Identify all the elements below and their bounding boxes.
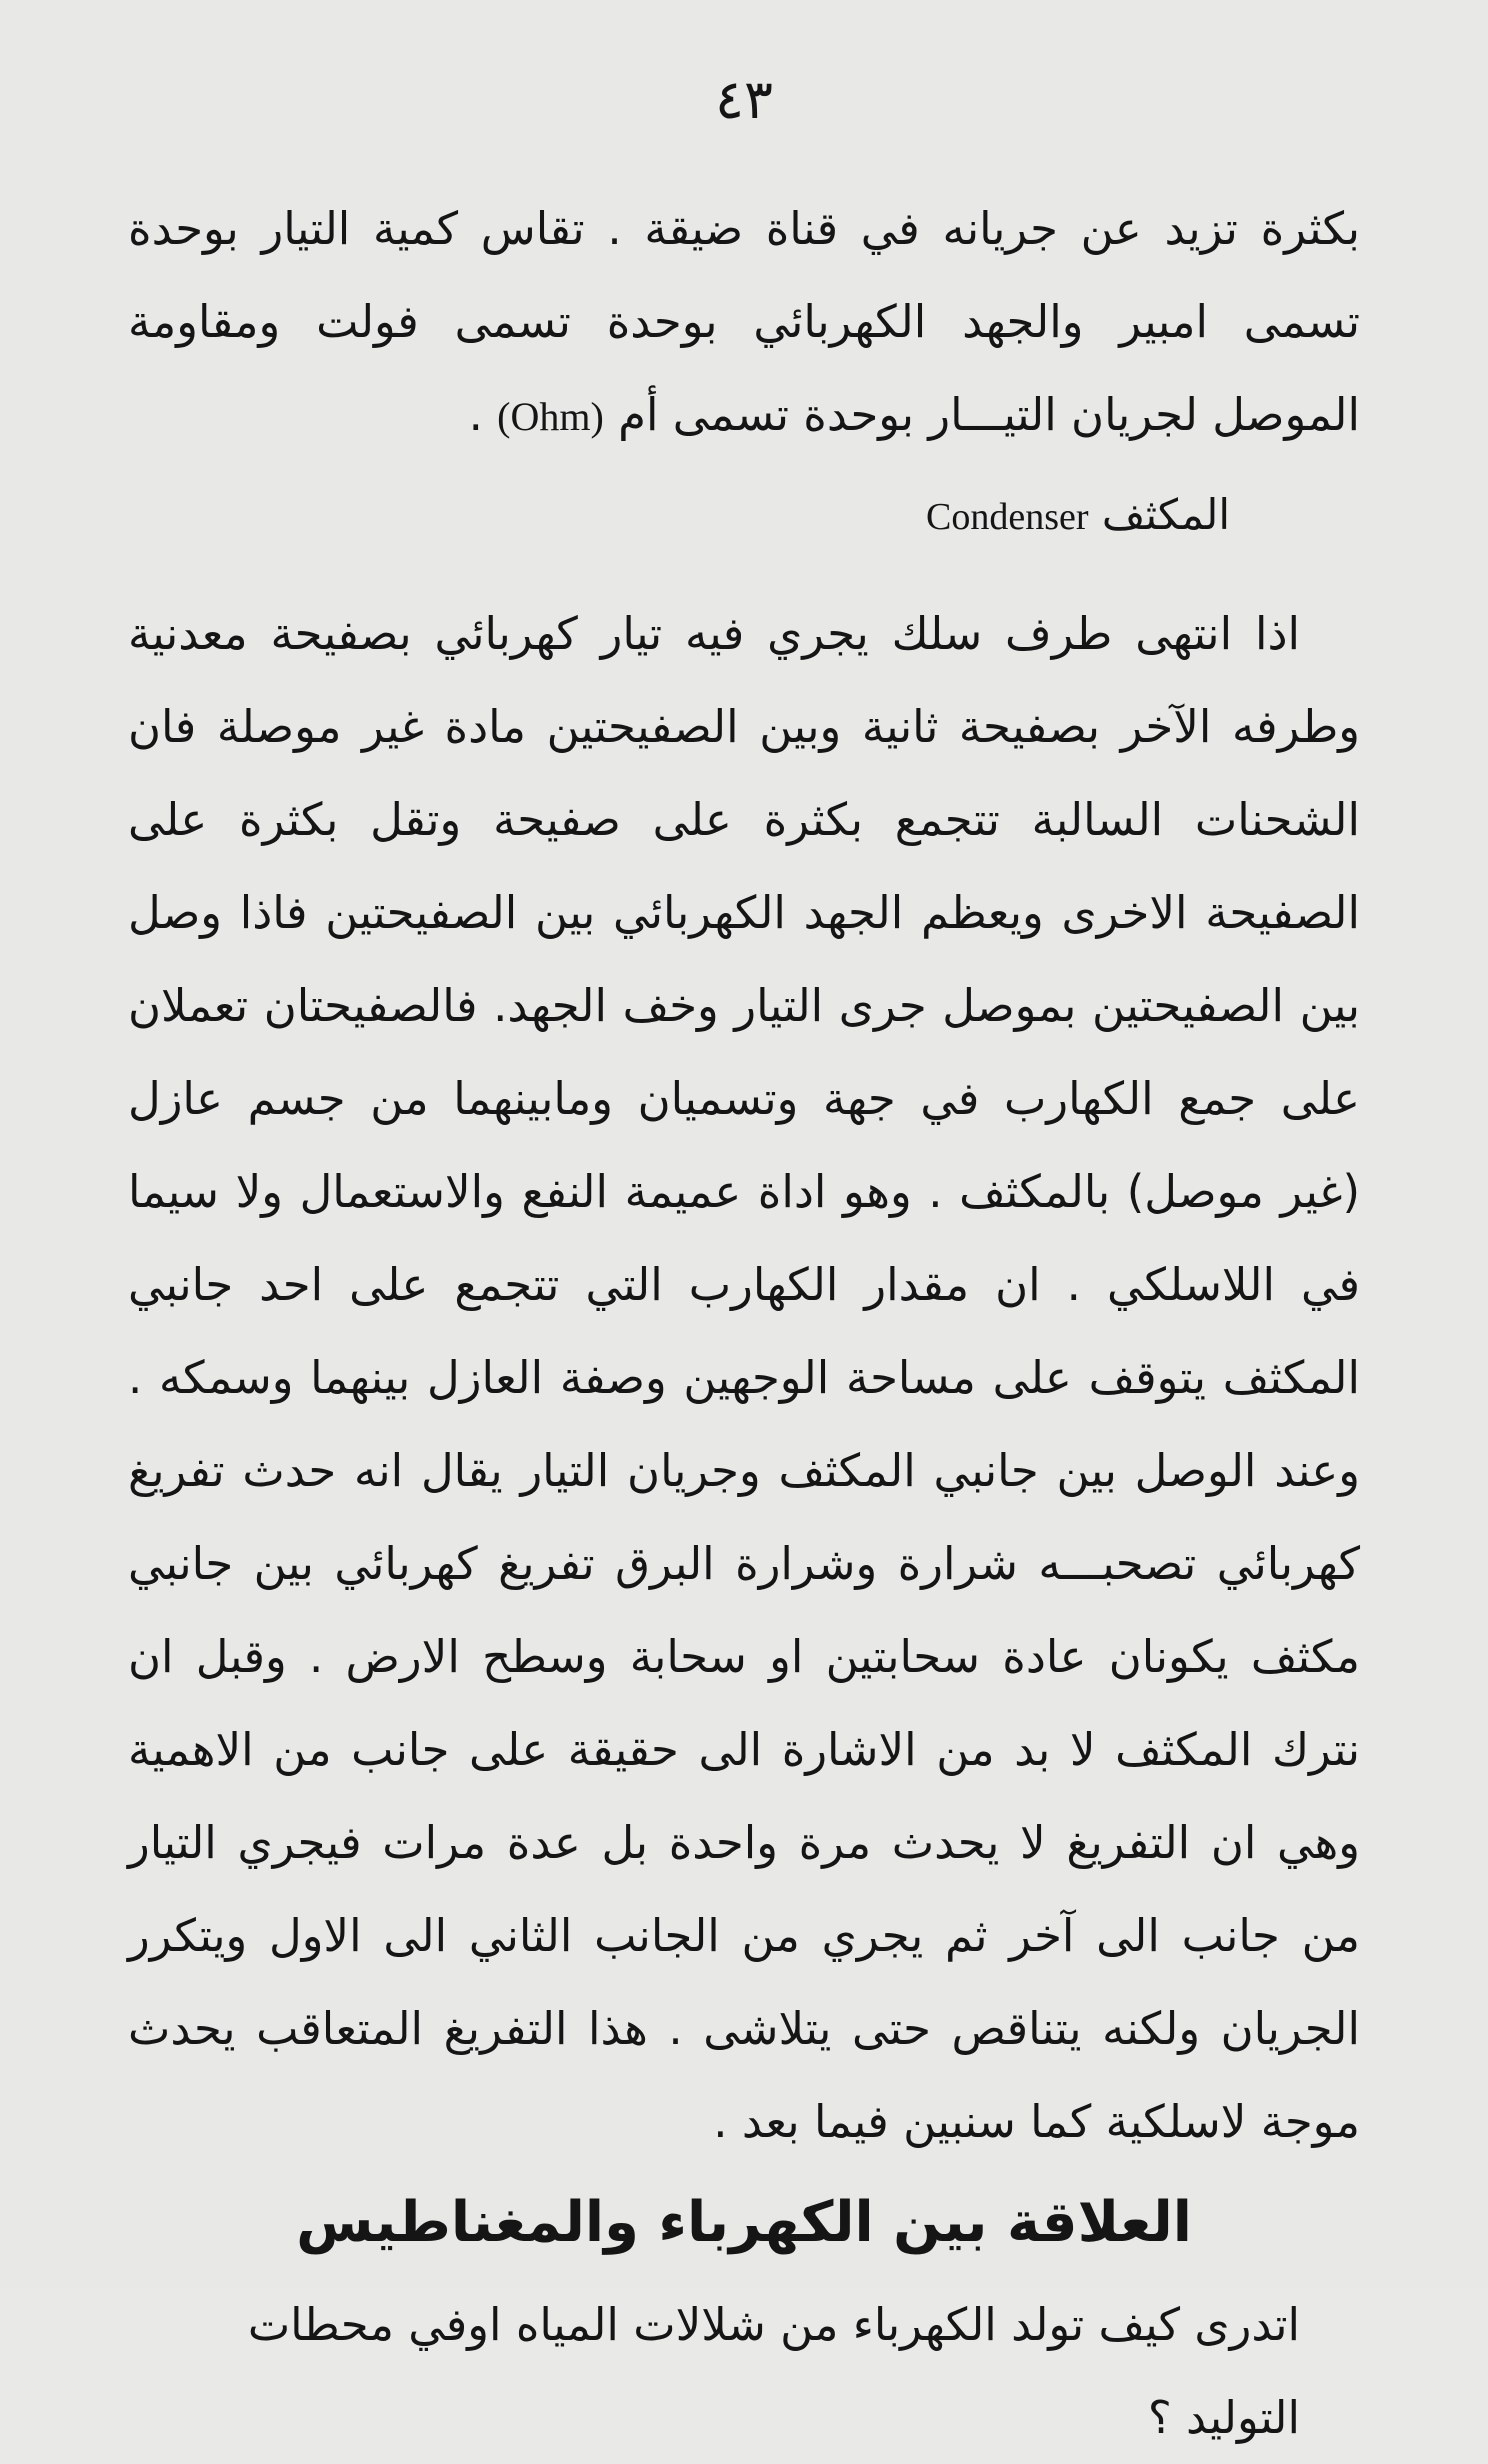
intro-paragraph (128, 182, 1360, 463)
intro-end-mark: . (468, 388, 498, 441)
condenser-heading (128, 469, 1230, 561)
condenser-heading-latin: Condenser (926, 496, 1089, 538)
intro-paragraph-text: بكثرة تزيد عن جريانه في قناة ضيقة . تقاس كمية التيار بوحدة تسمى امبير والجهد الكهربائي بوحدة تسمى فولت ومقاومة الموصل لجريان التيـــار بوحدة تسمى أم (128, 202, 1360, 441)
section-heading: العلاقة بين الكهرباء والمغناطيس (296, 2190, 1192, 2255)
condenser-heading-arabic: المكثف (1101, 490, 1230, 539)
condenser-paragraph: اذا انتهى طرف سلك يجري فيه تيار كهربائي بصفيحة معدنية وطرفه الآخر بصفيحة ثانية وبين الصفيحتين مادة غير موصلة فان الشحنات السالبة تتجمع بكثرة على صفيحة وتقل بكثرة على الصفيحة الاخرى ويعظم الجهد الكهربائي بين الصفيحتين فاذا وصل بين الصفيحتين بموصل جرى التيار وخف الجهد. فالصفيحتان تعملان على جمع الكهارب في جهة وتسميان ومابينهما من جسم عازل (غير موصل) بالمكثف . وهو اداة عميمة النفع والاستعمال ولا سيما في اللاسلكي . ان مقدار الكهارب التي تتجمع على احد جانبي المكثف يتوقف على مساحة الوجهين وصفة العازل بينهما وسمكه . وعند الوصل بين جانبي المكثف وجريان التيار يقال انه حدث تفريغ كهربائي تصحبـــه شرارة وشرارة البرق تفريغ كهربائي بين جانبي مكثف يكونان عادة سحابتين او سحابة وسطح الارض . وقبل ان نترك المكثف لا بد من الاشارة الى حقيقة على جانب من الاهمية وهي ان التفريغ لا يحدث مرة واحدة بل عدة مرات فيجري التيار من جانب الى آخر ثم يجري من الجانب الثاني الى الاول ويتكرر الجريان ولكنه يتناقص حتى يتلاشى . هذا التفريغ المتعاقب يحدث موجة لاسلكية كما سنبين فيما بعد . (128, 607, 1360, 2148)
page-number: ٤٣ (714, 68, 773, 131)
closing-question: اتدرى كيف تولد الكهرباء من شلالات المياه اوفي محطات التوليد ؟ (247, 2298, 1300, 2444)
ohm-term: (Ohm) (497, 394, 604, 439)
